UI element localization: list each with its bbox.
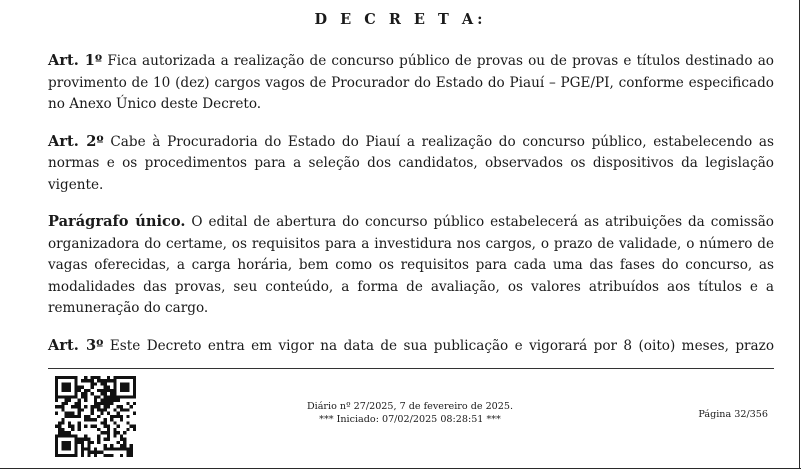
article-2 <box>48 131 774 197</box>
footer-diario: Diário nº 27/2025, 7 de fevereiro de 2025. <box>306 401 514 412</box>
decree-body <box>48 50 774 372</box>
qr-code-icon[interactable] <box>55 376 136 457</box>
footer-info <box>260 400 560 426</box>
article-3 <box>48 335 774 358</box>
article-2-lead: Art. 2º <box>48 132 104 150</box>
page-number: Página 32/356 <box>698 409 768 420</box>
paragrafo-unico <box>48 211 774 320</box>
article-3-lead: Art. 3º <box>48 336 104 354</box>
footer-divider <box>48 368 774 369</box>
article-2-text: Cabe à Procuradoria do Estado do Piauí a realização do concurso público, estabelecendo as normas e os procedimentos para a seleção dos candidatos, observados os dispositivos da legislação vigente. <box>48 133 774 193</box>
page-border-right <box>799 0 800 469</box>
article-1 <box>48 50 774 116</box>
decree-heading: D E C R E T A: <box>314 11 487 28</box>
article-1-lead: Art. 1º <box>48 52 103 69</box>
paragrafo-unico-lead: Parágrafo único. <box>48 213 186 230</box>
article-3-text: Este Decreto entra em vigor na data de sua publicação e vigorará por 8 (oito) meses, prazo <box>103 337 775 354</box>
footer-iniciado: *** Iniciado: 07/02/2025 08:28:51 *** <box>319 414 501 425</box>
article-1-text: Fica autorizada a realização de concurso público de provas ou de provas e títulos destinado ao provimento de 10 (dez) cargos vagos de Procurador do Estado do Piauí – PGE/PI, conforme especificado no Anexo Único deste Decreto. <box>48 53 774 112</box>
paragrafo-unico-text: O edital de abertura do concurso público estabelecerá as atribuições da comissão organizadora do certame, os requisitos para a investidura nos cargos, o prazo de validade, o número de vagas oferecidas, a carga horária, bem como os requisitos para cada uma das fases do concurso, as modalidades das provas, seu conteúdo, a forma de avaliação, os valores atribuídos aos títulos e a remuneração do cargo. <box>48 214 774 316</box>
